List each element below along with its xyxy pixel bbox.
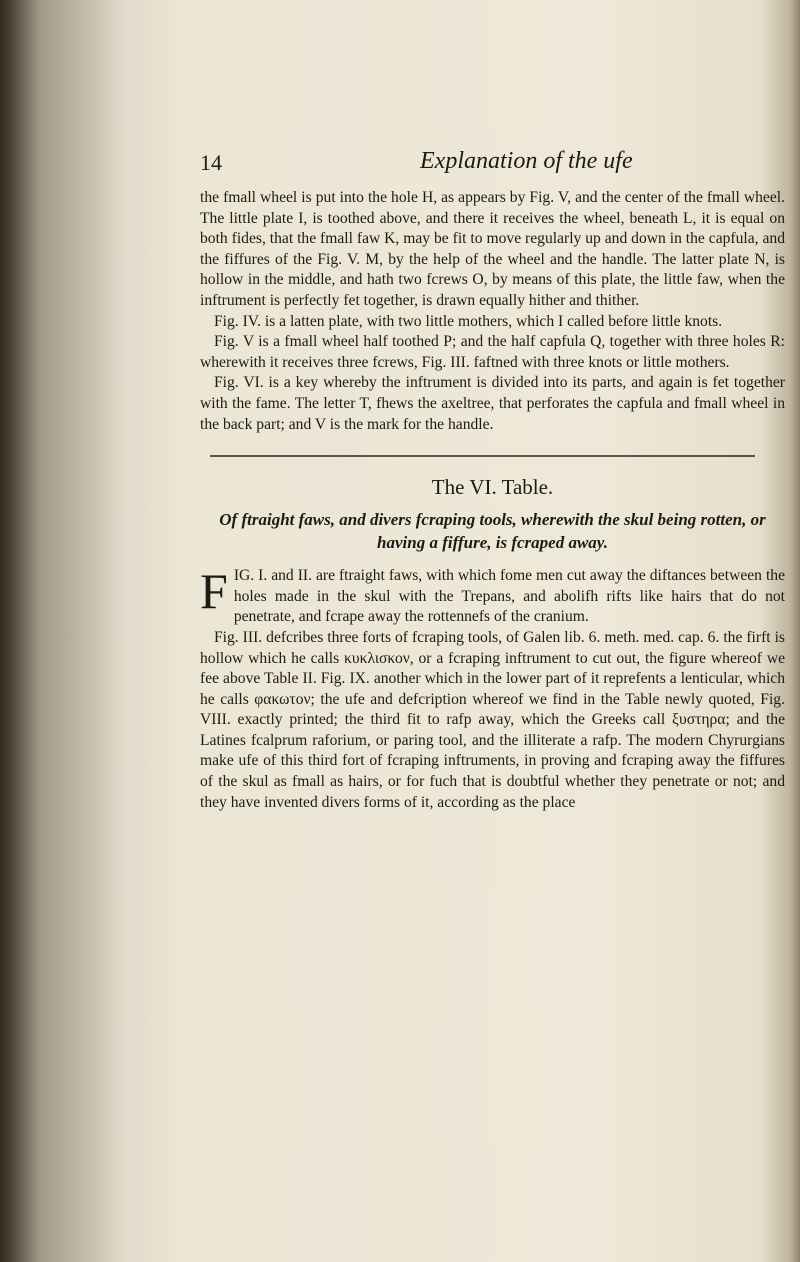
paragraph: the fmall wheel is put into the hole H, as appears by Fig. V, and the center of the fmall wheel. The little plate I, is toothed above, and there it receives the wheel, beneath L, it is equal on both fides, that the fmall faw K, may be fit to move regularly up and down in the capfula, and the fiffures of the Fig. V. M, by the help of the wheel and the handle. The latter plate N, is hollow in the middle, and hath two fcrews O, by means of this plate, the little faw, when the inftrument is perfectly fet together, is drawn equally hither and thither. — [200, 189, 785, 309]
paragraph: Fig. V is a fmall wheel half toothed P; and the half capfula Q, together with three holes R: wherewith it receives three fcrews, Fig. III. faftned with three knots or little mothers. — [200, 333, 785, 371]
paragraph: Fig. VI. is a key whereby the inftrument is divided into its parts, and again is fet together with the fame. The letter T, fhews the axeltree, that perforates the capfula and fmall wheel in the back part; and V is the mark for the handle. — [200, 374, 785, 433]
running-head — [200, 150, 785, 188]
paragraph: IG. I. and II. are ftraight faws, with which fome men cut away the diftances between the holes made in the skul with the Trepans, and abolifh rifts like hairs that do not penetrate, and fcrape away the rottennefs of the cranium. — [233, 567, 785, 626]
section-divider — [210, 455, 755, 457]
section-title: The VI. Table. — [431, 475, 554, 500]
running-title: Explanation of the ufe — [420, 148, 633, 174]
paragraph: Fig. IV. is a latten plate, with two little mothers, which I called before little knots. — [214, 312, 723, 330]
table-paragraph-first — [200, 563, 785, 628]
binding-shadow — [0, 0, 180, 1262]
section-subtitle: Of ftraight faws, and divers fcraping tools, wherewith the skul being rotten, or having a fiffure, is fcraped away. — [219, 510, 766, 553]
drop-cap: F — [200, 563, 228, 620]
page-number: 14 — [200, 150, 222, 175]
page-content — [200, 150, 785, 813]
paragraph: Fig. III. defcribes three forts of fcraping tools, of Galen lib. 6. meth. med. cap. 6. the firft is hollow which he calls κυκλισκον, or a fcraping inftrument to cut out, the figure whereof we fee above Table II. Fig. IX. another which in the lower part of it reprefents a lenticular, which he calls φακωτον; the ufe and defcription whereof we find in the Table newly quoted, Fig. VIII. exactly printed; the third fit to rafp away, which the Greeks call ξυστηρα; and the Latines fcalprum raforium, or paring tool, and the illiterate a rafp. The modern Chyrurgians make ufe of this third fort of fcraping inftruments, in proving and fcraping away the fiffures of the skul as fmall as hairs, or for fuch that is doubtful whether they penetrate or not; and they have invented divers forms of it, according as the place — [200, 628, 785, 811]
